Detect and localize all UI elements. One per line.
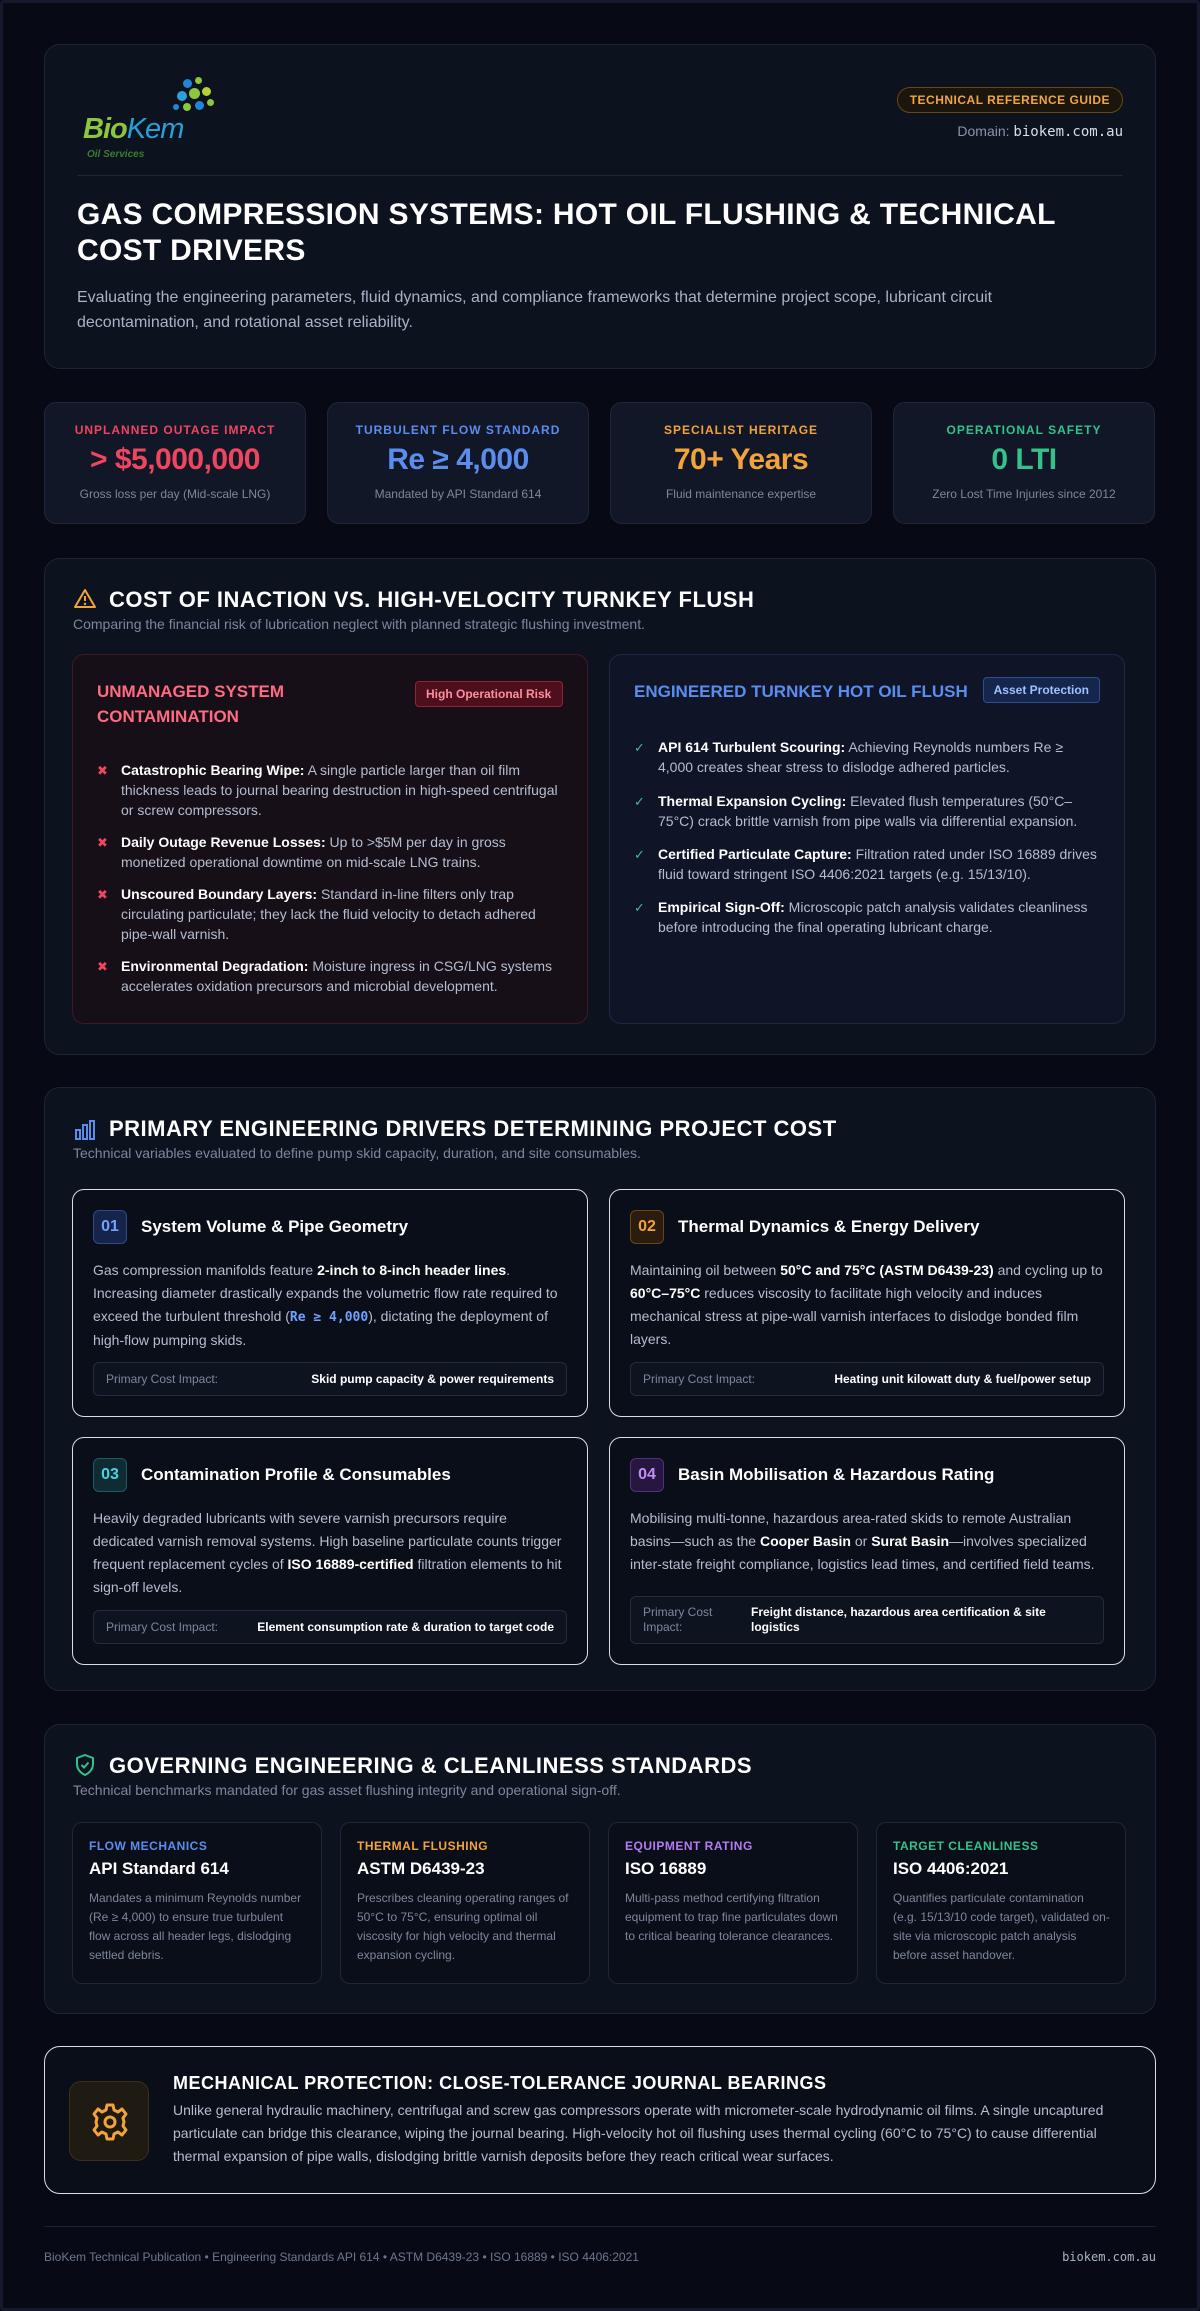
footer-divider	[44, 2226, 1156, 2227]
page-title: GAS COMPRESSION SYSTEMS: HOT OIL FLUSHING & TECHNICAL COST DRIVERS	[77, 198, 1056, 267]
driver-card-mobilisation	[609, 1437, 1125, 1665]
driver-description: Mobilising multi-tonne, hazardous area-rated skids to remote Australian basins—such as the Cooper Basin or Surat Basin—involves specialized inter-state freight compliance, logistics lead times, and certified field teams.	[630, 1510, 1095, 1572]
stat-safety	[893, 402, 1155, 524]
standard-category: TARGET CLEANLINESS	[893, 1839, 1039, 1853]
turnkey-flush-panel	[609, 654, 1125, 1024]
warning-icon	[73, 587, 97, 611]
stat-label: OPERATIONAL SAFETY	[946, 423, 1102, 437]
cost-impact-label: Primary Cost Impact:	[643, 1372, 756, 1386]
standard-name: ASTM D6439-23	[357, 1859, 485, 1878]
standard-card-iso-4406	[876, 1822, 1126, 1984]
check-icon: ✓	[634, 847, 645, 862]
cost-impact-box	[93, 1362, 567, 1396]
gear-icon	[90, 2102, 130, 2142]
stat-note: Gross loss per day (Mid-scale LNG)	[79, 487, 271, 501]
standard-description: Mandates a minimum Reynolds number (Re ≥ 4,000) to ensure true turbulent flow across all header legs, dislodging settled debris.	[89, 1891, 302, 1962]
list-item: ✖ Daily Outage Revenue Losses: Up to >$5M per day in gross monetized operational downtime on mid-scale LNG trains.	[97, 834, 506, 870]
page-subtitle: Evaluating the engineering parameters, fluid dynamics, and compliance frameworks that determine project scope, lubricant circuit decontamination, and rotational asset reliability.	[77, 289, 993, 331]
stat-note: Zero Lost Time Injuries since 2012	[932, 487, 1116, 501]
panel-title: UNMANAGED SYSTEM CONTAMINATION	[97, 682, 285, 726]
stat-value: 0 LTI	[991, 443, 1057, 476]
cross-icon: ✖	[97, 763, 108, 778]
protection-badge: Asset Protection	[983, 677, 1100, 703]
section-subtitle: Technical variables evaluated to define pump skid capacity, duration, and site consumables.	[73, 1145, 641, 1161]
check-icon: ✓	[634, 740, 645, 755]
domain-label: Domain:	[957, 123, 1010, 139]
stat-turbulent-flow	[327, 402, 589, 524]
driver-card-contamination	[72, 1437, 588, 1665]
footer-publication: BioKem Technical Publication • Engineering Standards API 614 • ASTM D6439-23 • ISO 16889 • ISO 4406:2021	[44, 2250, 639, 2264]
standards-section	[44, 1724, 1156, 2014]
cost-impact-value: Element consumption rate & duration to target code	[257, 1620, 554, 1634]
stat-value: Re ≥ 4,000	[387, 443, 529, 476]
driver-description: Gas compression manifolds feature 2-inch to 8-inch header lines. Increasing diameter drastically expands the volumetric flow rate required to exceed the turbulent threshold (Re ≥ 4,000), dictating the deployment of high-flow pumping skids.	[93, 1262, 558, 1348]
driver-title: Thermal Dynamics & Energy Delivery	[678, 1217, 980, 1236]
standard-card-iso-16889	[608, 1822, 858, 1984]
list-item: ✖ Unscoured Boundary Layers: Standard in-line filters only trap circulating particulate; they lack the fluid velocity to detach adhered pipe-wall varnish.	[97, 886, 536, 942]
cross-icon: ✖	[97, 835, 108, 850]
stat-label: UNPLANNED OUTAGE IMPACT	[74, 423, 276, 437]
driver-number: 01	[93, 1210, 127, 1244]
risk-badge: High Operational Risk	[415, 681, 563, 707]
driver-title: Basin Mobilisation & Hazardous Rating	[678, 1465, 995, 1484]
driver-description: Maintaining oil between 50°C and 75°C (ASTM D6439-23) and cycling up to 60°C–75°C reduces viscosity to facilitate high velocity and induces mechanical stress at pipe-wall varnish interfaces to dislodge bonded film layers.	[630, 1262, 1103, 1347]
gear-icon-box	[69, 2081, 149, 2161]
standard-category: FLOW MECHANICS	[89, 1839, 208, 1853]
cost-impact-box	[630, 1596, 1104, 1644]
logo-wordmark: BioKem	[83, 113, 184, 145]
cross-icon: ✖	[97, 959, 108, 974]
domain-line	[957, 123, 1123, 140]
stat-value: > $5,000,000	[89, 443, 260, 476]
list-item: ✓ Empirical Sign-Off: Microscopic patch analysis validates cleanliness before introducing the final operating lubricant charge.	[634, 899, 1088, 935]
standard-name: ISO 4406:2021	[893, 1859, 1009, 1878]
bearing-protection-callout	[44, 2046, 1156, 2194]
callout-title: MECHANICAL PROTECTION: CLOSE-TOLERANCE JOURNAL BEARINGS	[173, 2073, 827, 2093]
driver-card-volume	[72, 1189, 588, 1417]
driver-number: 03	[93, 1458, 127, 1492]
standard-category: THERMAL FLUSHING	[357, 1839, 489, 1853]
domain-link[interactable]: biokem.com.au	[1013, 124, 1123, 140]
standard-card-api-614	[72, 1822, 322, 1984]
bar-chart-icon	[73, 1118, 97, 1142]
driver-card-thermal	[609, 1189, 1125, 1417]
driver-number: 02	[630, 1210, 664, 1244]
section-title: PRIMARY ENGINEERING DRIVERS DETERMINING PROJECT COST	[109, 1116, 837, 1141]
section-subtitle: Comparing the financial risk of lubrication neglect with planned strategic flushing investment.	[73, 616, 645, 632]
standard-card-astm-d6439	[340, 1822, 590, 1984]
stat-outage-impact	[44, 402, 306, 524]
cost-impact-value: Heating unit kilowatt duty & fuel/power setup	[834, 1372, 1091, 1386]
cost-impact-label: Primary Cost Impact:	[643, 1605, 713, 1634]
list-item: ✖ Catastrophic Bearing Wipe: A single particle larger than oil film thickness leads to journal bearing destruction in high-speed centrifugal or screw compressors.	[97, 762, 558, 818]
driver-title: System Volume & Pipe Geometry	[141, 1217, 409, 1236]
standard-name: ISO 16889	[625, 1859, 707, 1878]
engineering-drivers-section	[44, 1087, 1156, 1691]
list-item: ✓ Certified Particulate Capture: Filtration rated under ISO 16889 drives fluid toward stringent ISO 4406:2021 targets (e.g. 15/13/10).	[634, 846, 1097, 882]
unmanaged-contamination-panel	[72, 654, 588, 1024]
driver-number: 04	[630, 1458, 664, 1492]
cost-of-inaction-section	[44, 558, 1156, 1055]
section-title: COST OF INACTION VS. HIGH-VELOCITY TURNKEY FLUSH	[109, 587, 755, 612]
standard-name: API Standard 614	[89, 1859, 229, 1878]
biokem-logo[interactable]	[77, 77, 217, 160]
cost-impact-label: Primary Cost Impact:	[106, 1620, 219, 1634]
driver-title: Contamination Profile & Consumables	[141, 1465, 451, 1484]
cross-icon: ✖	[97, 887, 108, 902]
driver-description: Heavily degraded lubricants with severe varnish precursors require dedicated varnish removal systems. High baseline particulate counts trigger frequent replacement cycles of ISO 16889-certified filtration elements to hit sign-off levels.	[93, 1510, 562, 1595]
standard-category: EQUIPMENT RATING	[625, 1839, 753, 1853]
cost-impact-box	[630, 1362, 1104, 1396]
standard-description: Prescribes cleaning operating ranges of 50°C to 75°C, ensuring optimal oil viscosity for high velocity and thermal expansion cycling.	[357, 1891, 569, 1962]
list-item: ✓ API 614 Turbulent Scouring: Achieving Reynolds numbers Re ≥ 4,000 creates shear stress to dislodge adhered particles.	[634, 739, 1063, 775]
stat-note: Fluid maintenance expertise	[665, 487, 817, 501]
stat-heritage	[610, 402, 872, 524]
shield-check-icon	[73, 1753, 97, 1777]
standard-description: Multi-pass method certifying filtration equipment to trap fine particulates down to critical bearing tolerance clearances.	[625, 1891, 838, 1943]
stat-note: Mandated by API Standard 614	[374, 487, 542, 501]
check-icon: ✓	[634, 900, 645, 915]
header-divider	[77, 175, 1123, 176]
check-icon: ✓	[634, 794, 645, 809]
header-card	[44, 44, 1156, 369]
section-title: GOVERNING ENGINEERING & CLEANLINESS STANDARDS	[109, 1753, 753, 1778]
cost-impact-box	[93, 1610, 567, 1644]
stat-label: SPECIALIST HERITAGE	[663, 423, 819, 437]
cost-impact-label: Primary Cost Impact:	[106, 1372, 219, 1386]
standard-description: Quantifies particulate contamination (e.g. 15/13/10 code target), validated on-site via microscopic patch analysis before asset handover.	[893, 1891, 1110, 1962]
cost-impact-value: Freight distance, hazardous area certification & site logistics	[751, 1605, 1046, 1634]
stat-value: 70+ Years	[673, 443, 809, 476]
callout-body: Unlike general hydraulic machinery, centrifugal and screw gas compressors operate with micrometer-scale hydrodynamic oil films. A single uncaptured particulate can bridge this clearance, wiping the journal bearing. High-velocity hot oil flushing uses thermal cycling (60°C to 75°C) to cause differential thermal expansion of pipe walls, dislodging brittle varnish deposits before they reach critical wear surfaces.	[173, 2102, 1104, 2164]
reference-guide-tag: TECHNICAL REFERENCE GUIDE	[897, 87, 1123, 113]
section-subtitle: Technical benchmarks mandated for gas asset flushing integrity and operational sign-off.	[73, 1782, 621, 1798]
logo-subtitle: Oil Services	[87, 149, 145, 160]
cost-impact-value: Skid pump capacity & power requirements	[311, 1372, 554, 1386]
panel-title: ENGINEERED TURNKEY HOT OIL FLUSH	[634, 682, 968, 701]
list-item: ✖ Environmental Degradation: Moisture ingress in CSG/LNG systems accelerates oxidation precursors and microbial development.	[97, 958, 552, 994]
footer-domain-link[interactable]: biokem.com.au	[1062, 2250, 1156, 2264]
list-item: ✓ Thermal Expansion Cycling: Elevated flush temperatures (50°C–75°C) crack brittle varnish from pipe walls via differential expansion.	[634, 793, 1078, 829]
stat-label: TURBULENT FLOW STANDARD	[355, 423, 561, 437]
